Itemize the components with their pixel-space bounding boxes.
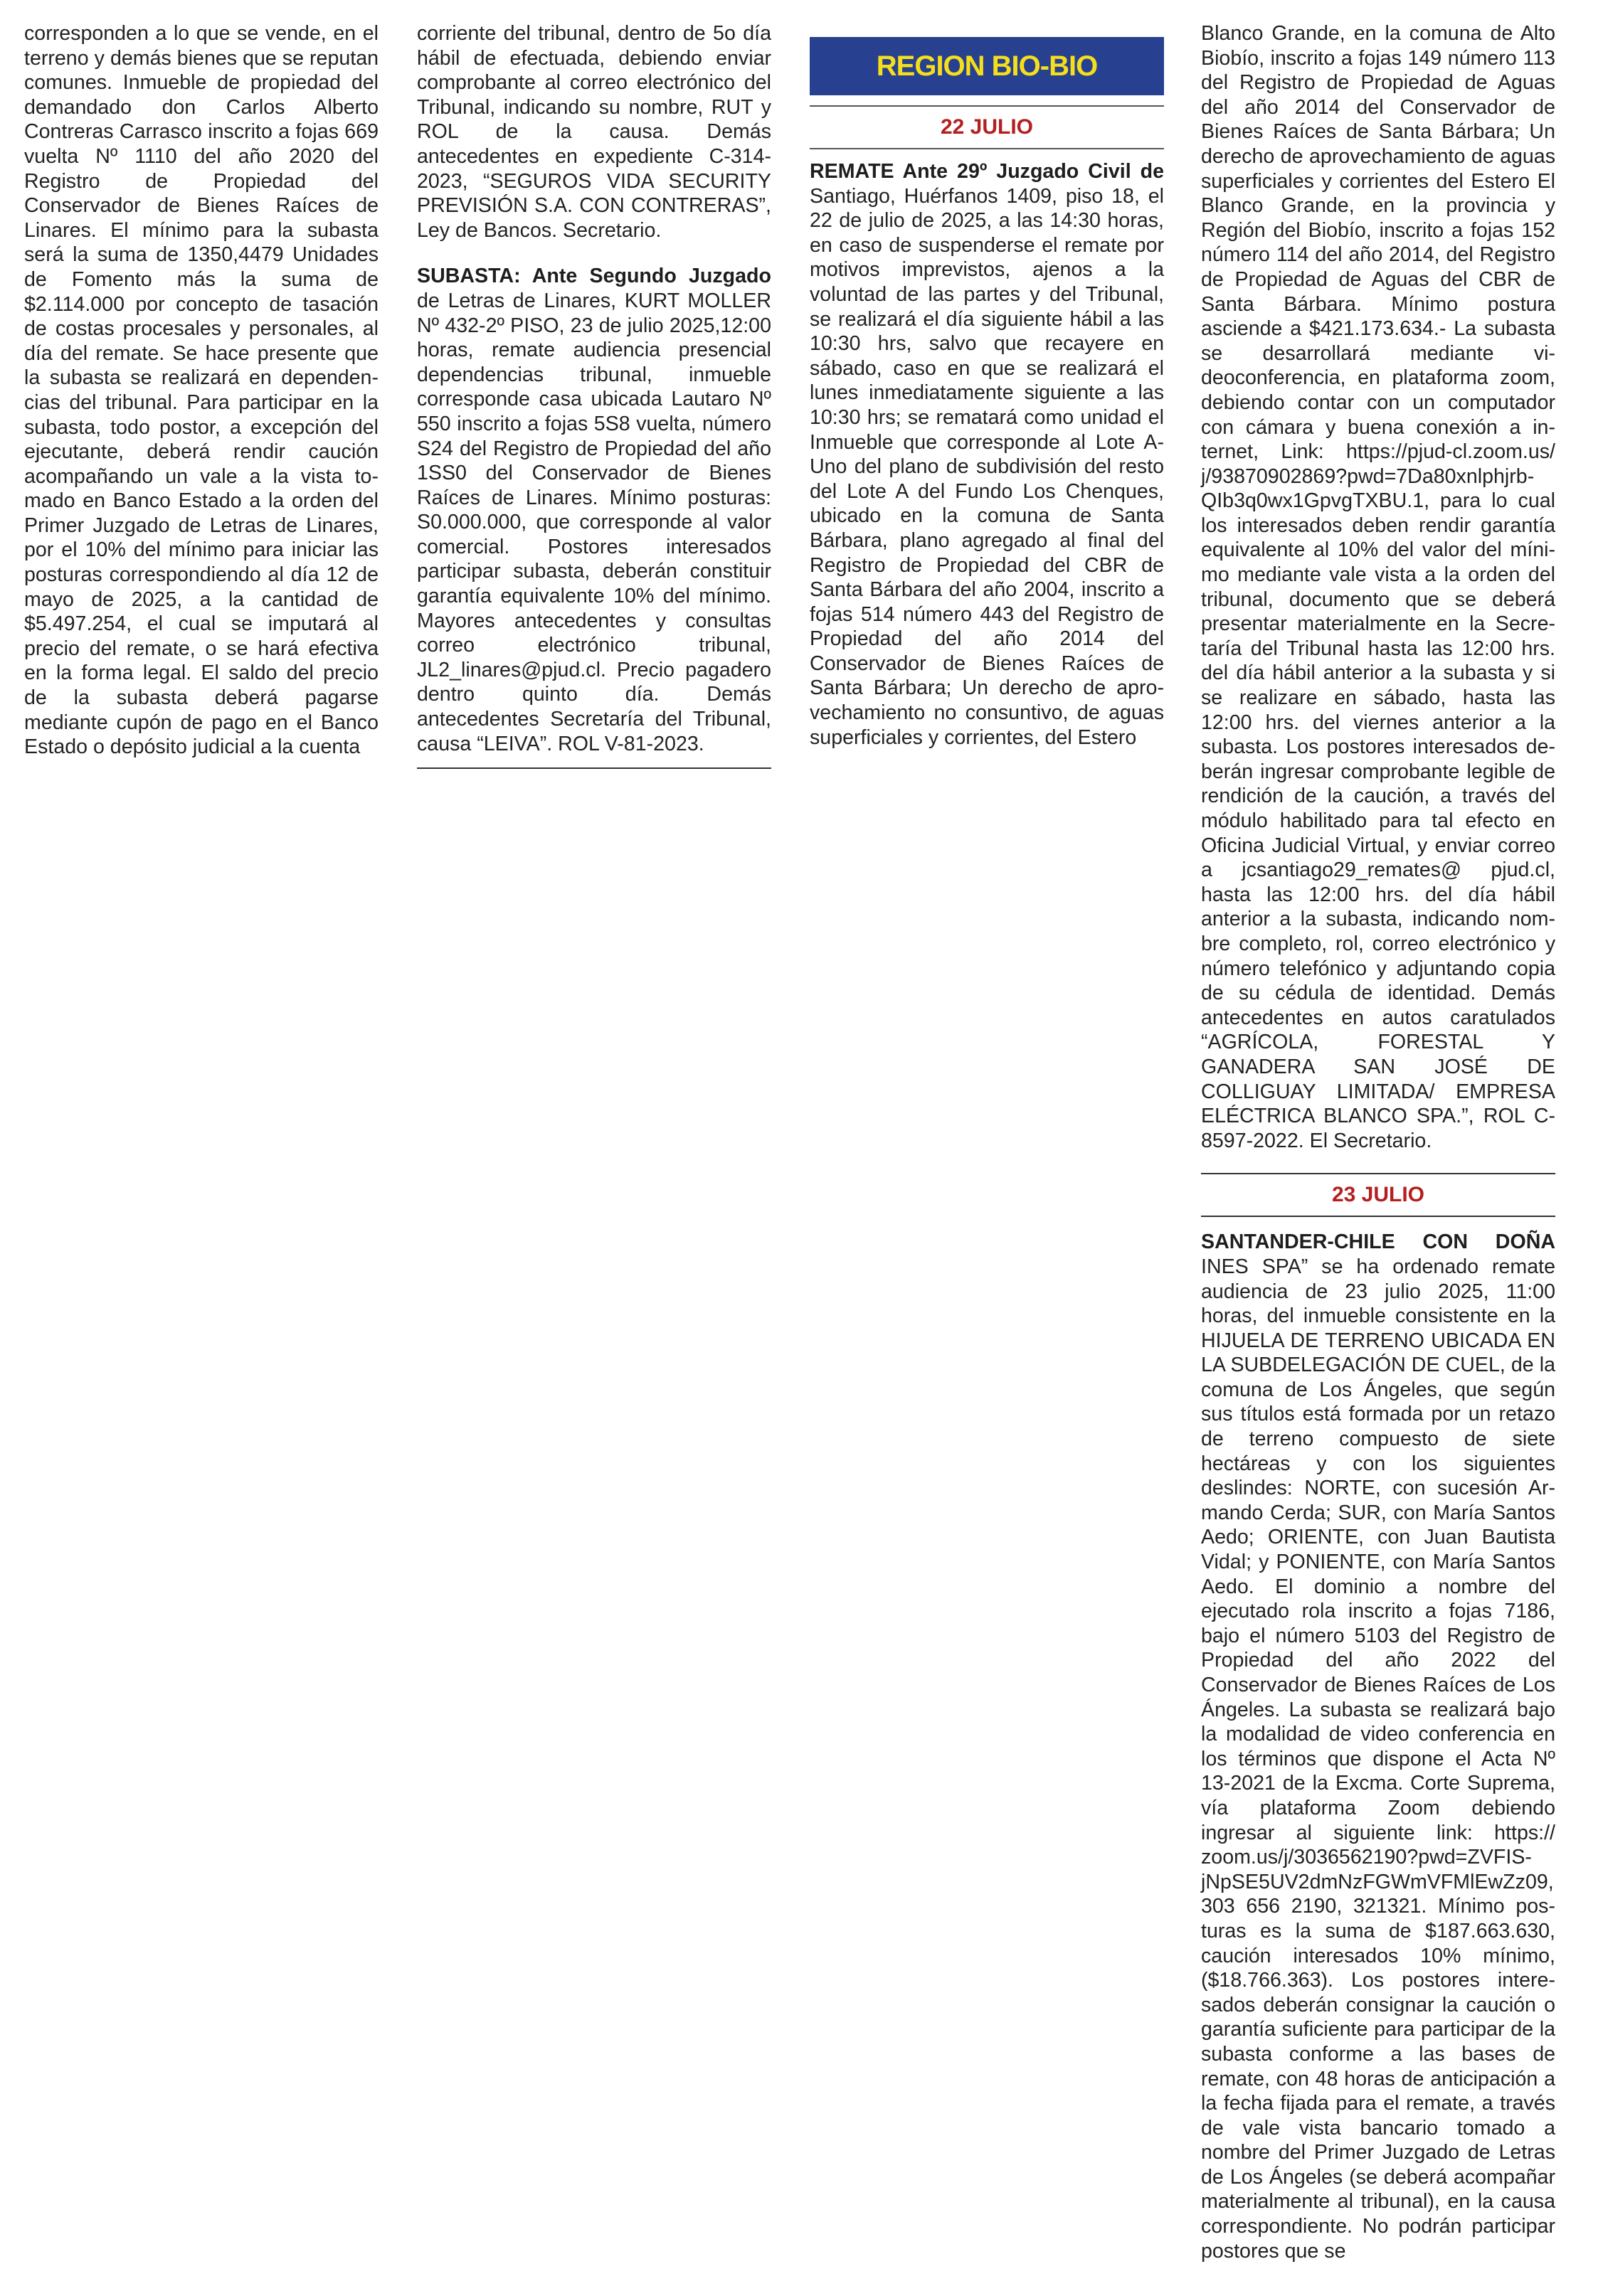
- notice-remate-29-juzgado: [810, 159, 1164, 750]
- notice-body: [1201, 1230, 1555, 2263]
- column-4: [1201, 21, 1555, 2263]
- date-heading-23-julio: 23 JULIO: [1331, 1183, 1425, 1207]
- notice-linares-contreras-continued: [24, 21, 379, 760]
- notice-text: de Letras de Linares, KURT MOLLER Nº 432-2º PISO, 23 de julio 2025,12:00 horas, remate audiencia presencial dependencias tribunal, inmueble corresponde casa ubicada Lautaro Nº 550 inscrito a fojas 5S8 vuelta, número S24 del Registro de Propiedad del año 1SS0 del Conservador de Bienes Raíces de Linares. Mínimo posturas: S0.000.000, que corresponde al valor comercial. Postores interesados participar subasta, deberán constituir garantía equivalente 10% del mínimo. Mayores antecedentes y consultas correo electrónico tribunal, JL2_linares@pjud.cl. Precio pagadero dentro quinto día. Demás antecedentes Secretaría del Tribunal, causa “LEIVA”. ROL V-81-2023.: [417, 289, 771, 755]
- notice-body: corresponden a lo que se vende, en el terreno y demás bienes que se reputan comunes. Inmueble de propiedad del demandado don Carlos Alberto Contreras Carrasco inscrito a fojas 669 vuelta Nº 1110 del año 2020 del Registro de Propiedad del Conservador de Bienes Raíces de Linares. El mínimo para la subasta será la suma de 1350,4479 Unidades de Fomento más la suma de $2.114.000 por concepto de tasación de costas procesales y personales, al día del remate. Se hace presente que la subasta se realizará en dependencias del tribunal. Para participar en la subasta, todo postor, a excepción del ejecutante, deberá rendir caución acompañando un vale a la vista tomado en Banco Estado a la orden del Primer Juzgado de Letras de Linares, por el 10% del mínimo para iniciar las posturas correspondiendo al día 12 de mayo de 2025, a la cantidad de $5.497.254, el cual se imputará al precio del remate, o se hará efectiva en la forma legal. El saldo del precio de la subasta deberá pagarse mediante cupón de pago en el Banco Estado o depósito judicial a la cuenta: [24, 22, 379, 759]
- column-3: [810, 21, 1164, 750]
- notice-body: [810, 159, 1164, 750]
- notice-linares-contreras-end: [417, 21, 771, 243]
- notice-remate-29-juzgado-continued: [1201, 21, 1555, 1153]
- notice-divider: [417, 767, 771, 769]
- notice-text: Santiago, Huérfanos 1409, piso 18, el 22 de julio de 2025, a las 14:30 horas, en caso de suspenderse el remate por motivos imprevistos, ajenos a la voluntad de las partes y del Tribunal, se realizará el día siguiente hábil a las 10:30 hrs, salvo que recayere en sábado, caso en que se realizará el lunes inmediatamente siguiente a las 10:30 hrs; se rematará como unidad el Inmueble que corresponde al Lote A-Uno del plano de subdivisión del resto del Lote A del Fundo Los Chenques, ubicado en la comuna de Santa Bárbara, plano agregado al final del Registro de Propiedad del CBR de Santa Bárbara del año 2004, inscrito a fojas 514 número 443 del Registro de Propiedad del año 2014 del Conservador de Bienes Raíces de Santa Bárbara; Un derecho de aprovechamiento no consuntivo, de aguas superficiales y corrientes, del Estero: [810, 184, 1164, 749]
- date-heading-block-23-julio: [1201, 1173, 1555, 1217]
- notice-lead: SUBASTA: Ante Segundo Juzgado: [417, 265, 771, 288]
- date-divider: [810, 148, 1164, 149]
- notice-lead: SANTANDER-CHILE CON DOÑA: [1201, 1231, 1555, 1254]
- region-title: REGION BIO-BIO: [876, 50, 1098, 82]
- notice-body: corriente del tribunal, dentro de 5o día hábil de efectuada, debiendo enviar comprobante al correo electrónico del Tribunal, indicando su nombre, RUT y ROL de la causa. Demás antecedentes en expediente C-314-2023, “SEGUROS VIDA SECURITY PREVISIÓN S.A. CON CONTRERAS”, Ley de Bancos. Secretario.: [417, 22, 771, 242]
- notice-lead: REMATE Ante 29º Juzgado Civil de: [810, 160, 1164, 183]
- notice-body: [417, 264, 771, 756]
- date-heading-22-julio: 22 JULIO: [940, 115, 1034, 139]
- notice-text: INES SPA” se ha ordenado remate audiencia de 23 julio 2025, 11:00 horas, del inmueble consistente en la HIJUELA DE TERRENO UBICADA EN LA SUBDELEGACIÓN DE CUEL, de la comuna de Los Ángeles, que según sus títulos está formada por un retazo de terreno compuesto de siete hectáreas y con los siguientes deslindes: NORTE, con sucesión Armando Cerda; SUR, con María Santos Aedo; ORIENTE, con Juan Bautista Vidal; y PONIENTE, con María Santos Aedo. El dominio a nombre del ejecutado rola inscrito a fojas 7186, bajo el número 5103 del Registro de Propiedad del año 2022 del Conservador de Bienes Raíces de Los Ángeles. La subasta se realizará bajo la modalidad de video conferencia en los términos que dispone el Acta Nº 13-2021 de la Excma. Corte Suprema, vía plataforma Zoom debiendo ingresar al siguiente link: https://​zoom.us/j/3036562190?pwd=ZVFISjNpSE5UV2dmNzFGWmVFMlEwZz09, 303 656 2190, 321321. Mínimo posturas es la suma de $187.663.630, caución interesados 10% mínimo, ($18.766.363). Los postores interesados deberán consignar la caución o garantía suficiente para participar de la subasta conforme a las bases de remate, con 48 horas de anticipación a la fecha fijada para el remate, a través de vale vista bancario tomado a nombre del Primer Juzgado de Letras de Los Ángeles (se deberá acompañar materialmente al tribunal), en la causa correspondiente. No podrán participar postores que se: [1201, 1255, 1555, 2263]
- notice-body: Blanco Grande, en la comuna de Alto Biobío, inscrito a fojas 149 número 113 del Registro de Propiedad de Aguas del año 2014 del Conservador de Bienes Raíces de Santa Bárbara; Un derecho de aprovechamiento de aguas superficiales y corrientes del Estero El Blanco Grande, en la provincia y Región del Biobío, inscrito a fojas 152 número 114 del año 2014, del Registro de Propiedad de Aguas del CBR de Santa Bárbara. Mínimo postura asciende a $421.173.634.- La subasta se desarrollará mediante videoconferencia, en plataforma zoom, debiendo contar con un computador con cámara y buena conexión a internet, Link: https://pjud-cl.zoom.us/​j/93870902869?pwd=7Da80xnlphjrbQIb3q0wx1GpvgTXBU.1, para lo cual los interesados deben rendir garantía equivalente al 10% del valor del mínimo mediante vale vista a la orden del tribunal, documento que se deberá presentar materialmente en la Secretaría del Tribunal hasta las 12:00 hrs. del día hábil anterior a la subasta y si se realizare en sábado, hasta las 12:00 hrs. del viernes anterior a la subasta. Los postores interesados deberán ingresar comprobante legible de rendición de la caución, a través del módulo habilitado para tal efecto en Oficina Judicial Virtual, y enviar correo a jcsantiago29_remates@ pjud.​cl, hasta las 12:00 hrs. del día hábil anterior a la subasta, indicando nombre completo, rol, correo electrónico y número telefónico y adjuntando copia de su cédula de identidad. Demás antecedentes en autos caratulados “AGRÍCOLA, FORESTAL Y GANADERA SAN JOSÉ DE COLLIGUAY LIMITADA/ EMPRESA ELÉCTRICA BLANCO SPA.”, ROL C-8597-2022. El Secretario.: [1201, 22, 1555, 1152]
- column-2: [417, 21, 771, 769]
- notice-santander-chile: [1201, 1230, 1555, 2263]
- notice-subasta-segundo-juzgado: [417, 264, 771, 756]
- column-1: [24, 21, 379, 760]
- region-banner: [810, 37, 1164, 95]
